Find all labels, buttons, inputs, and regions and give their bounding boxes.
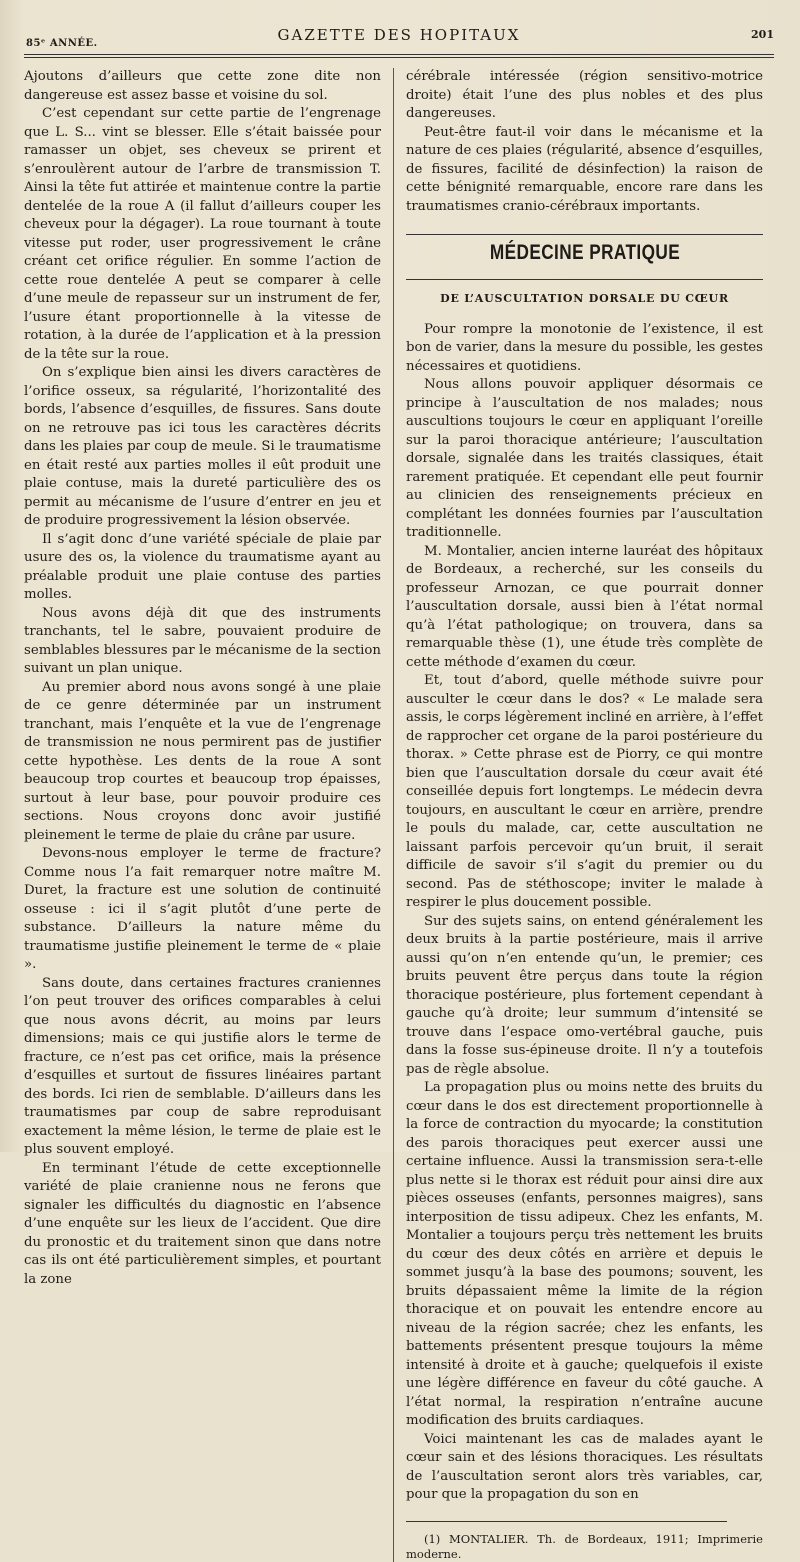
right-column bbox=[394, 68, 763, 1562]
two-column-body bbox=[24, 68, 774, 1562]
paragraph: Et, tout d’abord, quelle méthode suivre pour ausculter le cœur dans le dos? « Le malade sera assis, le corps légèrement incliné en arrière, à l’effet de rapprocher cet organe de la paroi postérieure du thorax. » Cette phrase est de Piorry, ce qui montre bien que l’auscultation dorsale du cœur avait été conseillée depuis fort longtemps. Le médecin devra toujours, en auscultant le cœur en arrière, prendre le pouls du malade, car, cette auscultation ne laissant parfois percevoir qu’un bruit, il serait difficile de savoir s’il s’agit du premier ou du second. Pas de stéthoscope; inviter le malade à respirer le plus doucement possible. bbox=[406, 673, 763, 910]
header-rule bbox=[24, 54, 774, 58]
paragraph: Au premier abord nous avons songé à une plaie de ce genre déterminée par un instrument tranchant, mais l’enquête et la vue de l’engrenage de transmission ne nous permirent pas de justifier cette hypothèse. Les dents de la roue A sont beaucoup trop courtes et beaucoup trop épaisses, surtout à leur base, pour pouvoir produire ces sections. Nous croyons donc avoir justifié pleinement le terme de plaie du crâne par usure. bbox=[24, 679, 381, 843]
paragraph: Peut-être faut-il voir dans le mécanisme et la nature de ces plaies (régularité, absence d’esquilles, de fissures, facilité de désinfection) la raison de cette bénignité remarquable, encore rare dans les traumatismes cranio-cérébraux importants. bbox=[406, 124, 763, 214]
paragraph: Nous avons déjà dit que des instruments tranchants, tel le sabre, pouvaient produire de semblables blessures par le mécanisme de la section suivant un plan unique. bbox=[24, 605, 381, 676]
issue-year: 85ᵉ ANNÉE. bbox=[26, 38, 98, 49]
page-header bbox=[24, 22, 774, 52]
paragraph: M. Montalier, ancien interne lauréat des hôpitaux de Bordeaux, a recherché, sur les conseils du professeur Arnozan, ce que pourrait donner l’auscultation dorsale, aussi bien à l’état normal qu’à l’état pathologique; on trouvera, dans sa remarquable thèse (1), une étude très complète de cette méthode d’examen du cœur. bbox=[406, 543, 763, 670]
paragraph: Ajoutons d’ailleurs que cette zone dite non dangereuse est assez basse et voisine du sol. bbox=[24, 69, 381, 103]
paragraph: En terminant l’étude de cette exceptionnelle variété de plaie cranienne nous ne ferons que signaler les difficultés du diagnostic en l’absence d’une enquête sur les lieux de l’accident. Que dire du pronostic et du traitement sinon que dans notre cas ils ont été particulièrement simples, et pourtant la zone bbox=[24, 1160, 381, 1287]
section-rule-bottom bbox=[406, 279, 763, 280]
paragraph: Voici maintenant les cas de malades ayant le cœur sain et des lésions thoraciques. Les résultats de l’auscultation seront alors très variables, car, pour que la propagation du son en bbox=[406, 1431, 763, 1502]
footnote: (1) MONTALIER. Th. de Bordeaux, 1911; Imprimerie moderne. bbox=[406, 1531, 763, 1561]
paragraph: La propagation plus ou moins nette des bruits du cœur dans le dos est directement proportionnelle à la force de contraction du myocarde; la constitution des parois thoraciques peut exercer aussi une certaine influence. Aussi la transmission sera-t-elle plus nette si le thorax est réduit pour ainsi dire aux pièces osseuses (enfants, personnes maigres), sans interposition de tissu adipeux. Chez les enfants, M. Montalier a toujours perçu très nettement les bruits du cœur des deux côtés en arrière et depuis le sommet jusqu’à la base des poumons; souvent, les bruits dépassaient même la limite de la région thoracique et on pouvait les entendre encore au niveau de la région sacrée; chez les enfants, les battements présentent presque toujours la même intensité à droite et à gauche; quelquefois il existe une légère différence en faveur du côté gauche. A l’état normal, la respiration n’entraîne aucune modification des bruits cardiaques. bbox=[406, 1080, 763, 1428]
page-number: 201 bbox=[751, 28, 774, 41]
paragraph: Sur des sujets sains, on entend généralement les deux bruits à la partie postérieure, mais il arrive aussi qu’on n’en entende qu’un, le premier; ces bruits peuvent être perçus dans toute la région thoracique postérieure, plus fortement cependant à gauche qu’à droite; leur summum d’intensité se trouve dans l’espace omo-vertébral gauche, puis dans la fosse sus-épineuse droite. Il n’y a toutefois pas de règle absolue. bbox=[406, 913, 763, 1077]
section-rule-top bbox=[406, 234, 763, 235]
left-column bbox=[24, 68, 393, 1562]
paragraph: On s’explique bien ainsi les divers caractères de l’orifice osseux, sa régularité, l’horizontalité des bords, l’absence d’esquilles, de fissures. Sans doute on ne retrouve pas ici tous les caractères décrits dans les plaies par coup de meule. Si le traumatisme en était resté aux parties molles il eût produit une plaie contuse, mais la dureté particulière des os permit au mécanisme de l’usure d’entrer en jeu et de produire progressivement la lésion observée. bbox=[24, 365, 381, 528]
publication-title: GAZETTE DES HOPITAUX bbox=[277, 26, 521, 44]
article-subtitle: DE L’AUSCULTATION DORSALE DU CŒUR bbox=[440, 292, 729, 305]
paragraph: Nous allons pouvoir appliquer désormais ce principe à l’auscultation de nos malades; nous auscultions toujours le cœur en appliquant l’oreille sur la paroi thoracique antérieure; l’auscultation dorsale, signalée dans les traités classiques, était rarement pratiquée. Et cependant elle peut fournir au clinicien des renseignements précieux en complétant les données fournies par l’auscultation traditionnelle. bbox=[406, 377, 763, 540]
paragraph: Devons-nous employer le terme de fracture? Comme nous l’a fait remarquer notre maître M. Duret, la fracture est une solution de continuité osseuse : ici il s’agit plutôt d’une perte de substance. D’ailleurs la nature même du traumatisme justifie pleinement le terme de « plaie ». bbox=[24, 846, 381, 972]
footnote-rule bbox=[406, 1521, 727, 1522]
paragraph: Sans doute, dans certaines fractures craniennes l’on peut trouver des orifices comparables à celui que nous avons décrit, au moins par leurs dimensions; mais ce qui justifie alors le terme de fracture, ce n’est pas cet orifice, mais la présence d’esquilles et surtout de fissures linéaires partant des bords. Ici rien de semblable. D’ailleurs dans les traumatismes par coup de sabre reproduisant exactement la même lésion, le terme de plaie est le plus souvent employé. bbox=[24, 975, 381, 1157]
paragraph: Pour rompre la monotonie de l’existence, il est bon de varier, dans la mesure du possible, les gestes nécessaires et quotidiens. bbox=[406, 321, 763, 374]
paragraph: cérébrale intéressée (région sensitivo-motrice droite) était l’une des plus nobles et des plus dangereuses. bbox=[406, 69, 763, 121]
paragraph: Il s’agit donc d’une variété spéciale de plaie par usure des os, la violence du traumatisme ayant au préalable produit une plaie contuse des parties molles. bbox=[24, 531, 381, 602]
section-heading-box bbox=[406, 234, 763, 280]
paragraph: C’est cependant sur cette partie de l’engrenage que L. S... vint se blesser. Elle s’était baissée pour ramasser un objet, ses cheveux se prirent et s’enroulèrent autour de l’arbre de transmission T. Ainsi la tête fut attirée et maintenue contre la partie dentelée de la roue A (il fallut d’ailleurs couper les cheveux pour la dégager). La roue tournant à toute vitesse put roder, user progressivement le crâne créant cet orifice régulier. En somme l’action de cette roue dentelée A peut se comparer à celle d’une meule de repasseur sur un instrument de fer, l’usure étant proportionnelle à la vitesse de rotation, à la durée de l’application et à la pression de la tête sur la roue. bbox=[24, 106, 381, 362]
section-title: MÉDECINE PRATIQUE bbox=[489, 241, 680, 264]
